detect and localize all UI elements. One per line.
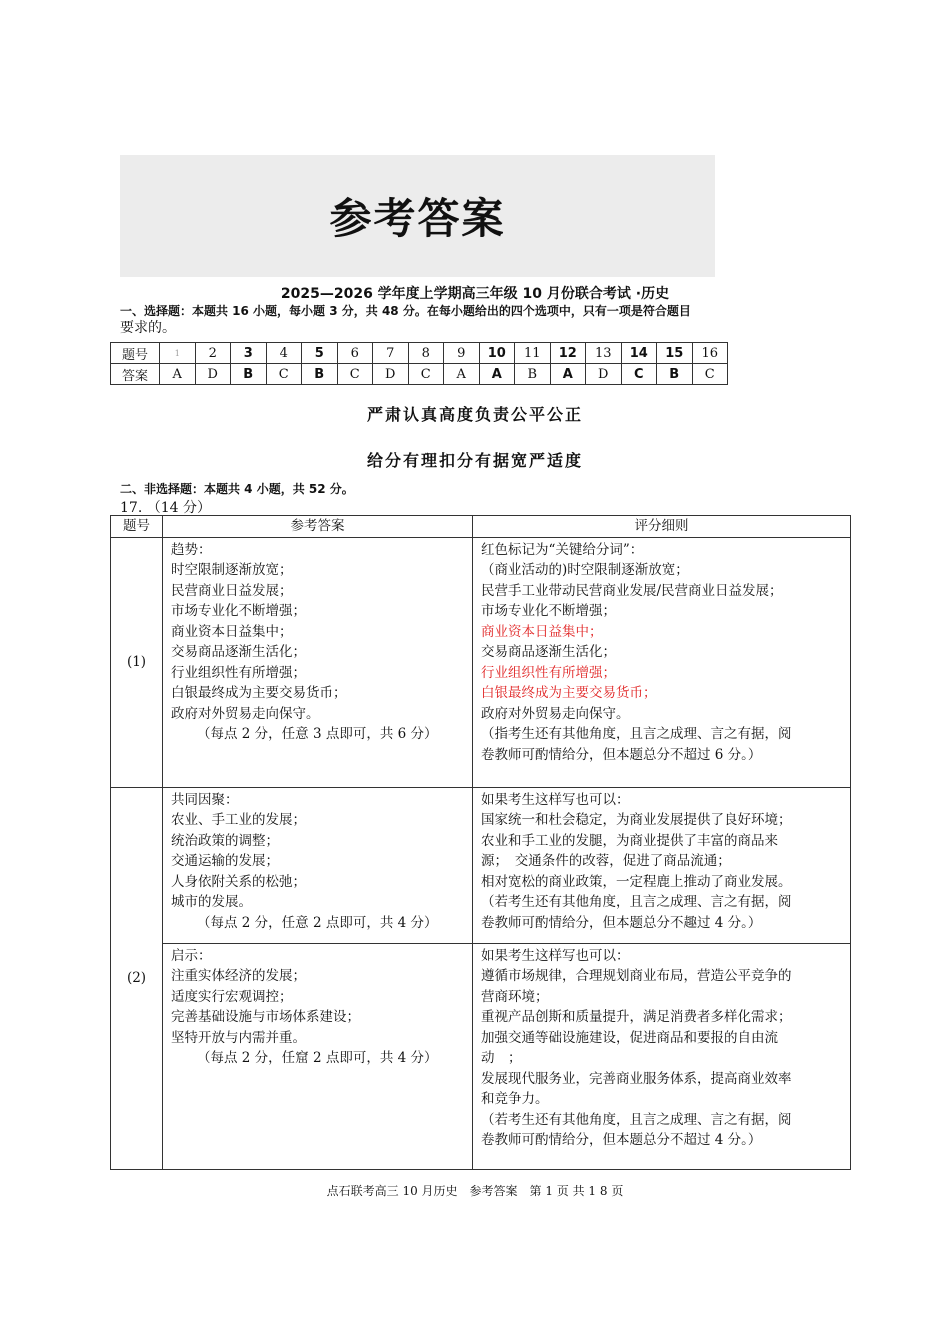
answer-line: 完善基础设施与市场体系建设；: [171, 1009, 360, 1025]
answer-table: [110, 342, 728, 385]
q17-table-header: [111, 516, 851, 538]
answer-line: 人身依附关系的松弛；: [171, 873, 306, 890]
rubric-line: 卷教师可酌情给分，但本题总分不超过 4 分。）: [481, 1132, 762, 1148]
question-number: 15: [657, 343, 693, 364]
part2b-answer: [163, 943, 473, 1169]
section1-heading-rest: 要求的。: [120, 320, 176, 336]
answer-table-number-row: [111, 343, 728, 364]
row-label: 答案: [111, 364, 160, 385]
answer-line: 民营商业日益发展；: [171, 582, 293, 599]
page-footer: 点石联考高三 10 月历史 参考答案 第 1 页 共 1 8 页: [326, 1184, 624, 1198]
motto-line-1: 严肃认真高度负责公平公正: [366, 405, 583, 424]
answer-letter: C: [621, 364, 657, 385]
q17-part1-row: [111, 537, 851, 787]
answer-line: 趋势：: [171, 541, 212, 558]
question-number: 12: [550, 343, 586, 364]
part2a-rubric: [473, 787, 851, 943]
answer-letter: D: [373, 364, 409, 385]
answer-line: 交易商品逐渐生活化；: [171, 644, 306, 660]
question-number: 16: [692, 343, 728, 364]
part2b-rubric: [473, 943, 851, 1169]
question-number: 5: [302, 343, 338, 364]
part2a-answer: [163, 787, 473, 943]
rubric-line: 市场专业化不断增强；: [481, 603, 616, 619]
answer-letter: B: [302, 364, 338, 385]
answer-letter: A: [160, 364, 196, 385]
rubric-line: （指考生还有其他角度，且言之成理、言之有据，阅: [481, 726, 792, 742]
answer-letter: D: [586, 364, 622, 385]
answer-line: 政府对外贸易走向保守。: [171, 705, 320, 722]
answer-letter: A: [444, 364, 480, 385]
motto-line-2: 给分有理扣分有据宽严适度: [366, 451, 583, 470]
rubric-line: 营商环境；: [481, 988, 549, 1005]
rubric-line: 如果考生这样写也可以：: [481, 947, 630, 964]
q17-part2a-row: [111, 787, 851, 943]
question-number: 3: [231, 343, 267, 364]
rubric-line: （商业活动的)时空限制逐渐放宽；: [481, 562, 689, 578]
answer-line: 农业、手工业的发展；: [171, 812, 306, 828]
question-number: 13: [586, 343, 622, 364]
rubric-line: 重视产品创斯和质量提升，满足消费者多样化需求；: [481, 1009, 792, 1025]
answer-line: 交通运输的发展；: [171, 853, 279, 869]
rubric-line: 国家统一和杜会稳定，为商业发展提供了良好环境；: [481, 812, 792, 828]
score-note: （每点 2 分，任窟 2 点即可，共 4 分）: [197, 1050, 438, 1066]
answer-line: 市场专业化不断增强；: [171, 603, 306, 619]
rubric-key-line: 行业组织性有所增强；: [481, 664, 616, 681]
answer-letter: C: [692, 364, 728, 385]
rubric-line: 如果考生这样写也可以：: [481, 791, 630, 808]
answer-line: 行业组织性有所增强；: [171, 664, 306, 681]
header-answer: 参考答案: [163, 516, 473, 538]
rubric-line: 遵循市场规律，合理规划商业布局，营造公平竞争的: [481, 968, 792, 984]
section2-heading: [120, 480, 354, 497]
row-label: 题号: [111, 343, 160, 364]
answer-letter: C: [337, 364, 373, 385]
rubric-line: 农业和手工业的发腿，为商业提供了丰富的商品来: [481, 832, 778, 849]
rubric-line: 政府对外贸易走向保守。: [481, 705, 630, 722]
rubric-line: 动 ；: [481, 1050, 522, 1066]
answer-letter: A: [479, 364, 515, 385]
rubric-line: 发展现代服务业，完善商业服务体系，提高商业效率: [481, 1070, 792, 1087]
rubric-line: （若考生还有其他角度，且言之成理、言之有据，阅: [481, 894, 792, 910]
question-17-title: 17. （14 分）: [120, 500, 211, 516]
answer-table-answer-row: [111, 364, 728, 385]
rubric-key-line: 商业资本日益集中；: [481, 623, 603, 640]
answer-line: 城市的发展。: [171, 894, 252, 910]
answer-line: 共同因聚：: [171, 791, 239, 808]
section2-heading-text: 二、非选择题：本题共 4 小题，共 52 分。: [120, 482, 354, 496]
score-note: （每点 2 分，任意 3 点即可，共 6 分）: [197, 726, 438, 742]
q17-part2b-row: [111, 943, 851, 1169]
answer-line: 白银最终成为主要交易货币；: [171, 685, 347, 701]
section1-heading-text: 一、选择题：本题共 16 小题，每小题 3 分，共 48 分。在每小题给出的四个选项中，只有一项是符合题目: [120, 304, 691, 318]
rubric-line: 红色标记为“关键给分词”：: [481, 541, 644, 558]
rubric-line: 和竞争力。: [481, 1091, 549, 1107]
rubric-line: 源； 交通条件的改蓉，促进了商品流通；: [481, 853, 731, 869]
answer-letter: B: [231, 364, 267, 385]
score-note: （每点 2 分，任意 2 点即可，共 4 分）: [197, 914, 438, 931]
question-number: 4: [266, 343, 302, 364]
answer-line: 适度实行宏观调控；: [171, 988, 293, 1005]
part1-rubric: [473, 537, 851, 787]
question-number: 6: [337, 343, 373, 364]
section1-heading: [120, 303, 855, 337]
answer-line: 时空限制逐渐放宽；: [171, 562, 293, 578]
part-label: (2): [111, 787, 163, 1169]
answer-letter: B: [515, 364, 551, 385]
rubric-line: （若考生还有其他角度，且言之成理、言之有据，阅: [481, 1111, 792, 1128]
rubric-line: 相对宽松的商业政策，一定程鹿上推动了商业发展。: [481, 873, 792, 890]
answer-letter: A: [550, 364, 586, 385]
answer-letter: D: [195, 364, 231, 385]
answer-banner: [120, 155, 715, 277]
header-rubric: 评分细则: [473, 516, 851, 538]
header-number: 题号: [111, 516, 163, 538]
rubric-line: 交易商品逐渐生活化；: [481, 644, 616, 660]
answer-letter: C: [266, 364, 302, 385]
q17-table: [110, 515, 851, 1170]
answer-line: 商业资本日益集中；: [171, 623, 293, 640]
rubric-line: 民营手工业带动民营商业发展/民营商业日益发展；: [481, 582, 783, 599]
answer-letter: B: [657, 364, 693, 385]
question-number: 11: [515, 343, 551, 364]
question-number: 7: [373, 343, 409, 364]
banner-title: 参考答案: [329, 194, 506, 243]
answer-line: 注重实体经济的发展；: [171, 968, 306, 984]
rubric-key-line: 白银最终成为主要交易货币；: [481, 685, 657, 701]
question-number: 1: [160, 343, 196, 364]
answer-line: 启示：: [171, 947, 212, 964]
part-label: (1): [111, 537, 163, 787]
part1-answer: [163, 537, 473, 787]
answer-letter: C: [408, 364, 444, 385]
answer-line: 坚特开放与内需并重。: [171, 1029, 306, 1046]
question-number: 8: [408, 343, 444, 364]
question-number: 10: [479, 343, 515, 364]
rubric-line: 卷教师可酌情给分，但本题总分不超过 6 分。）: [481, 746, 762, 763]
question-number: 9: [444, 343, 480, 364]
rubric-line: 卷教师可酌情给分，但本题总分不趣过 4 分。）: [481, 914, 762, 931]
rubric-line: 加强交通等础设施建设，促进商品和要报的自由流: [481, 1029, 778, 1046]
question-number: 2: [195, 343, 231, 364]
exam-title: 2025—2026 学年度上学期高三年级 10 月份联合考试 ·历史: [280, 286, 670, 302]
question-number: 14: [621, 343, 657, 364]
answer-line: 统治政策的调整；: [171, 832, 279, 849]
